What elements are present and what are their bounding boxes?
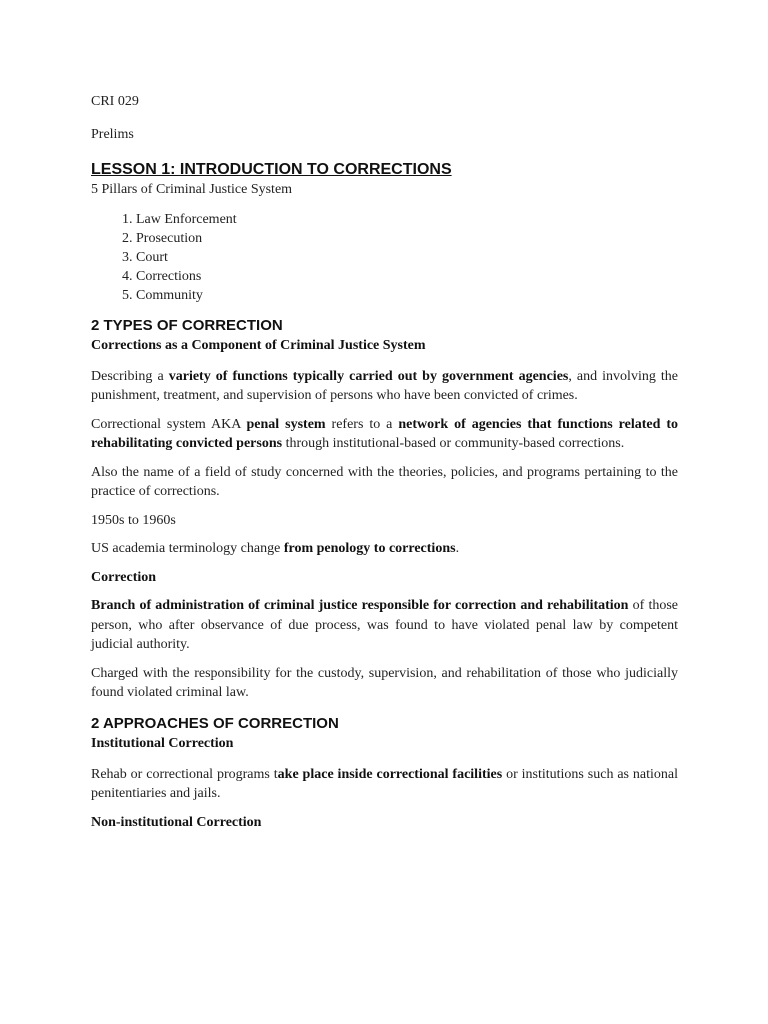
bold-text: ake place inside correctional facilities [277, 766, 503, 782]
bold-text: Branch of administration of criminal justice responsible for correction and rehabilitation [91, 598, 629, 613]
document-content [91, 90, 678, 832]
text-run: . [455, 541, 460, 556]
paragraph-charged: Charged with the responsibility for the custody, supervision, and rehabilitation of those who judicially found violated criminal law. [91, 665, 678, 700]
term-label: Prelims [91, 126, 134, 142]
bold-text: variety of functions typically carried out by government agencies [168, 368, 569, 384]
list-item: 3. Court [136, 248, 678, 267]
approaches-heading: 2 APPROACHES OF CORRECTION [91, 714, 339, 732]
bold-text: network of agencies that functions related to rehabilitating convicted persons [91, 416, 678, 451]
text-run: through institutional-based or community-based corrections. [282, 436, 625, 451]
course-code: CRI 029 [91, 94, 139, 109]
text-run: of those person, who after observance of due process, was found to have violated penal law by competent judicial authority. [91, 598, 679, 652]
paragraph-years: 1950s to 1960s [91, 512, 176, 528]
text-run: Correctional system AKA [91, 416, 247, 432]
lesson-title: LESSON 1: INTRODUCTION TO CORRECTIONS [91, 161, 452, 178]
paragraph-branch [91, 596, 678, 655]
text-run: Rehab or correctional programs t [91, 766, 278, 782]
types-heading: 2 TYPES OF CORRECTION [91, 316, 283, 334]
list-item: 4. Corrections [136, 267, 678, 286]
text-run: or institutions such as national penitentiaries and jails. [91, 766, 679, 801]
bold-text: Correction [91, 569, 157, 585]
text-run: refers to a [325, 416, 399, 432]
pillars-list [91, 210, 678, 305]
paragraph-field-of-study: Also the name of a field of study concerned with the theories, policies, and programs pertaining to the practice of corrections. [91, 464, 678, 499]
list-item: 2. Prosecution [136, 229, 678, 248]
paragraph-penal-system [91, 415, 678, 454]
list-item: 1. Law Enforcement [136, 210, 678, 229]
text-run: , and involving the punishment, treatment, and supervision of persons who have been convicted of crimes. [91, 368, 678, 403]
component-heading: Corrections as a Component of Criminal Justice System [91, 337, 426, 353]
institutional-heading: Institutional Correction [91, 735, 234, 751]
correction-heading [91, 568, 678, 588]
paragraph-terminology [91, 539, 678, 559]
paragraph-rehab [91, 765, 678, 804]
pillars-intro: 5 Pillars of Criminal Justice System [91, 182, 293, 197]
text-run: US academia terminology change [91, 541, 284, 556]
bold-text: from penology to corrections [283, 541, 456, 556]
text-run: Describing a [91, 368, 169, 384]
paragraph-describing [91, 367, 678, 406]
list-item: 5. Community [136, 286, 678, 305]
bold-text: Non-institutional Correction [91, 814, 262, 830]
noninstitutional-heading [91, 813, 678, 833]
bold-text: penal system [246, 416, 326, 432]
